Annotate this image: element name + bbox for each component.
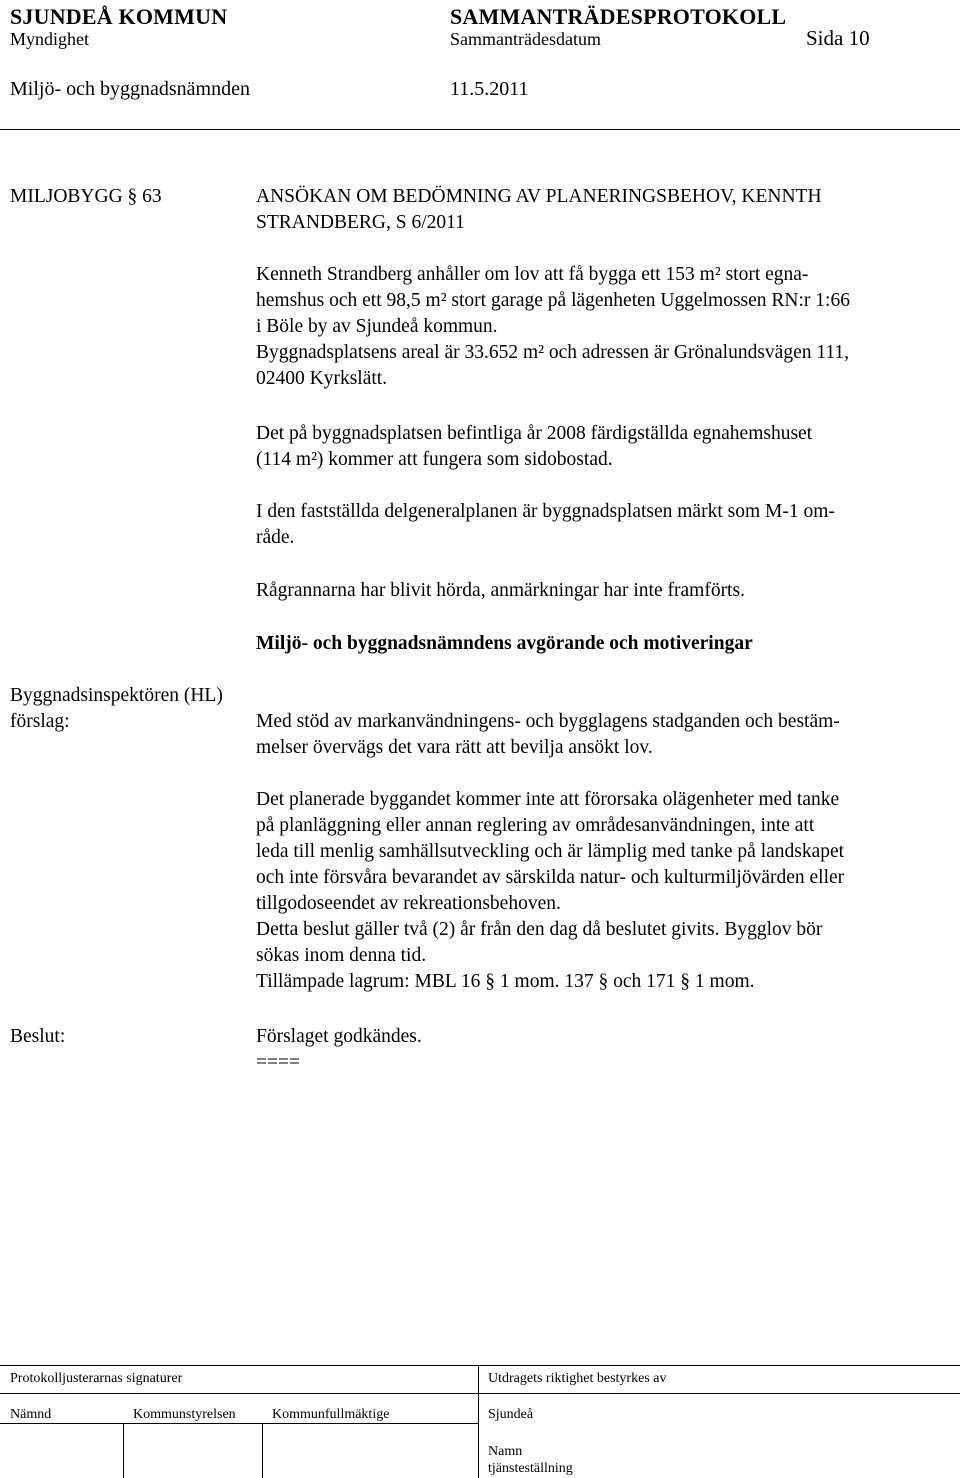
paragraph-application — [256, 262, 946, 392]
paragraph-line: (114 m²) kommer att fungera som sidobostad. — [256, 449, 613, 470]
item-title-line2: STRANDBERG, S 6/2011 — [256, 212, 465, 233]
end-mark: ==== — [256, 1052, 300, 1073]
paragraph-line: tillgodoseendet av rekreationsbehoven. — [256, 893, 561, 914]
section-heading: Miljö- och byggnadsnämndens avgörande och motiveringar — [256, 633, 753, 654]
paragraph-line: hemshus och ett 98,5 m² stort garage på lägenheten Uggelmossen RN:r 1:66 — [256, 290, 850, 311]
page-number: Sida 10 — [806, 26, 870, 50]
date-label: Sammanträdesdatum — [450, 29, 601, 49]
document-type: SAMMANTRÄDESPROTOKOLL — [450, 4, 787, 29]
footer-place: Sjundeå — [488, 1407, 534, 1422]
decision-text: Förslaget godkändes. — [256, 1026, 422, 1047]
signature-col-divider-1 — [123, 1423, 124, 1478]
paragraph-line: sökas inom denna tid. — [256, 945, 427, 966]
authority-name: Miljö- och byggnadsnämnden — [10, 78, 250, 100]
paragraph-line: Byggnadsplatsens areal är 33.652 m² och adressen är Grönalundsvägen 111, — [256, 342, 850, 363]
paragraph-neighbours — [256, 578, 946, 604]
certified-label: Utdragets riktighet bestyrkes av — [488, 1371, 667, 1386]
paragraph-line: melser övervägs det vara rätt att bevilja ansökt lov. — [256, 737, 653, 758]
paragraph-general-plan — [256, 499, 946, 551]
signature-col-namnd: Nämnd — [10, 1407, 52, 1422]
paragraph-line: Det planerade byggandet kommer inte att förorsaka olägenheter med tanke — [256, 789, 840, 810]
header-divider — [0, 129, 960, 130]
authority-label: Myndighet — [10, 29, 89, 49]
decision-label: Beslut: — [10, 1026, 66, 1047]
footer-name-label: Namn — [488, 1444, 523, 1459]
signature-row-divider — [0, 1423, 478, 1424]
item-title-line1: ANSÖKAN OM BEDÖMNING AV PLANERINGSBEHOV, KENNTH — [256, 186, 822, 207]
paragraph-line: Det på byggnadsplatsen befintliga år 2008 färdigställda egnahemshuset — [256, 423, 813, 444]
org-name: SJUNDEÅ KOMMUN — [10, 4, 228, 29]
footer-header-divider — [0, 1393, 960, 1394]
signature-col-kommunfullmaktige: Kommunfullmäktige — [272, 1407, 390, 1422]
paragraph-line: I den fastställda delgeneralplanen är byggnadsplatsen märkt som M-1 om- — [256, 501, 835, 522]
paragraph-line: Med stöd av markanvändningens- och bygglagens stadganden och bestäm- — [256, 711, 840, 732]
paragraph-line: råde. — [256, 527, 295, 548]
proposal-paragraph-2 — [256, 787, 946, 995]
proposal-paragraph-1 — [256, 709, 946, 761]
paragraph-line: Rågrannarna har blivit hörda, anmärkningar har inte framförts. — [256, 580, 745, 601]
paragraph-line: och inte försvåra bevarandet av särskilda natur- och kulturmiljövärden eller — [256, 867, 845, 888]
meeting-date: 11.5.2011 — [450, 78, 529, 100]
paragraph-line: Kenneth Strandberg anhåller om lov att få bygga ett 153 m² stort egna- — [256, 264, 809, 285]
paragraph-line: Detta beslut gäller två (2) år från den dag då beslutet givits. Bygglov bör — [256, 919, 823, 940]
paragraph-line: på planläggning eller annan reglering av områdesanvändningen, inte att — [256, 815, 815, 836]
proposal-label-line1: Byggnadsinspektören (HL) — [10, 685, 223, 706]
paragraph-line: leda till menlig samhällsutveckling och är lämplig med tanke på landskapet — [256, 841, 845, 862]
proposal-label-line2: förslag: — [10, 711, 70, 732]
paragraph-line: 02400 Kyrkslätt. — [256, 368, 388, 389]
footer-position-label: tjänsteställning — [488, 1461, 573, 1476]
footer-vertical-divider — [478, 1365, 479, 1478]
paragraph-existing-house — [256, 421, 946, 473]
paragraph-line: i Böle by av Sjundeå kommun. — [256, 316, 498, 337]
footer-top-divider — [0, 1365, 960, 1366]
signature-col-divider-2 — [262, 1423, 263, 1478]
paragraph-line: Tillämpade lagrum: MBL 16 § 1 mom. 137 § och 171 § 1 mom. — [256, 971, 755, 992]
item-number: MILJOBYGG § 63 — [10, 186, 162, 207]
signature-col-kommunstyrelsen: Kommunstyrelsen — [133, 1407, 236, 1422]
signatures-label: Protokolljusterarnas signaturer — [10, 1371, 183, 1386]
